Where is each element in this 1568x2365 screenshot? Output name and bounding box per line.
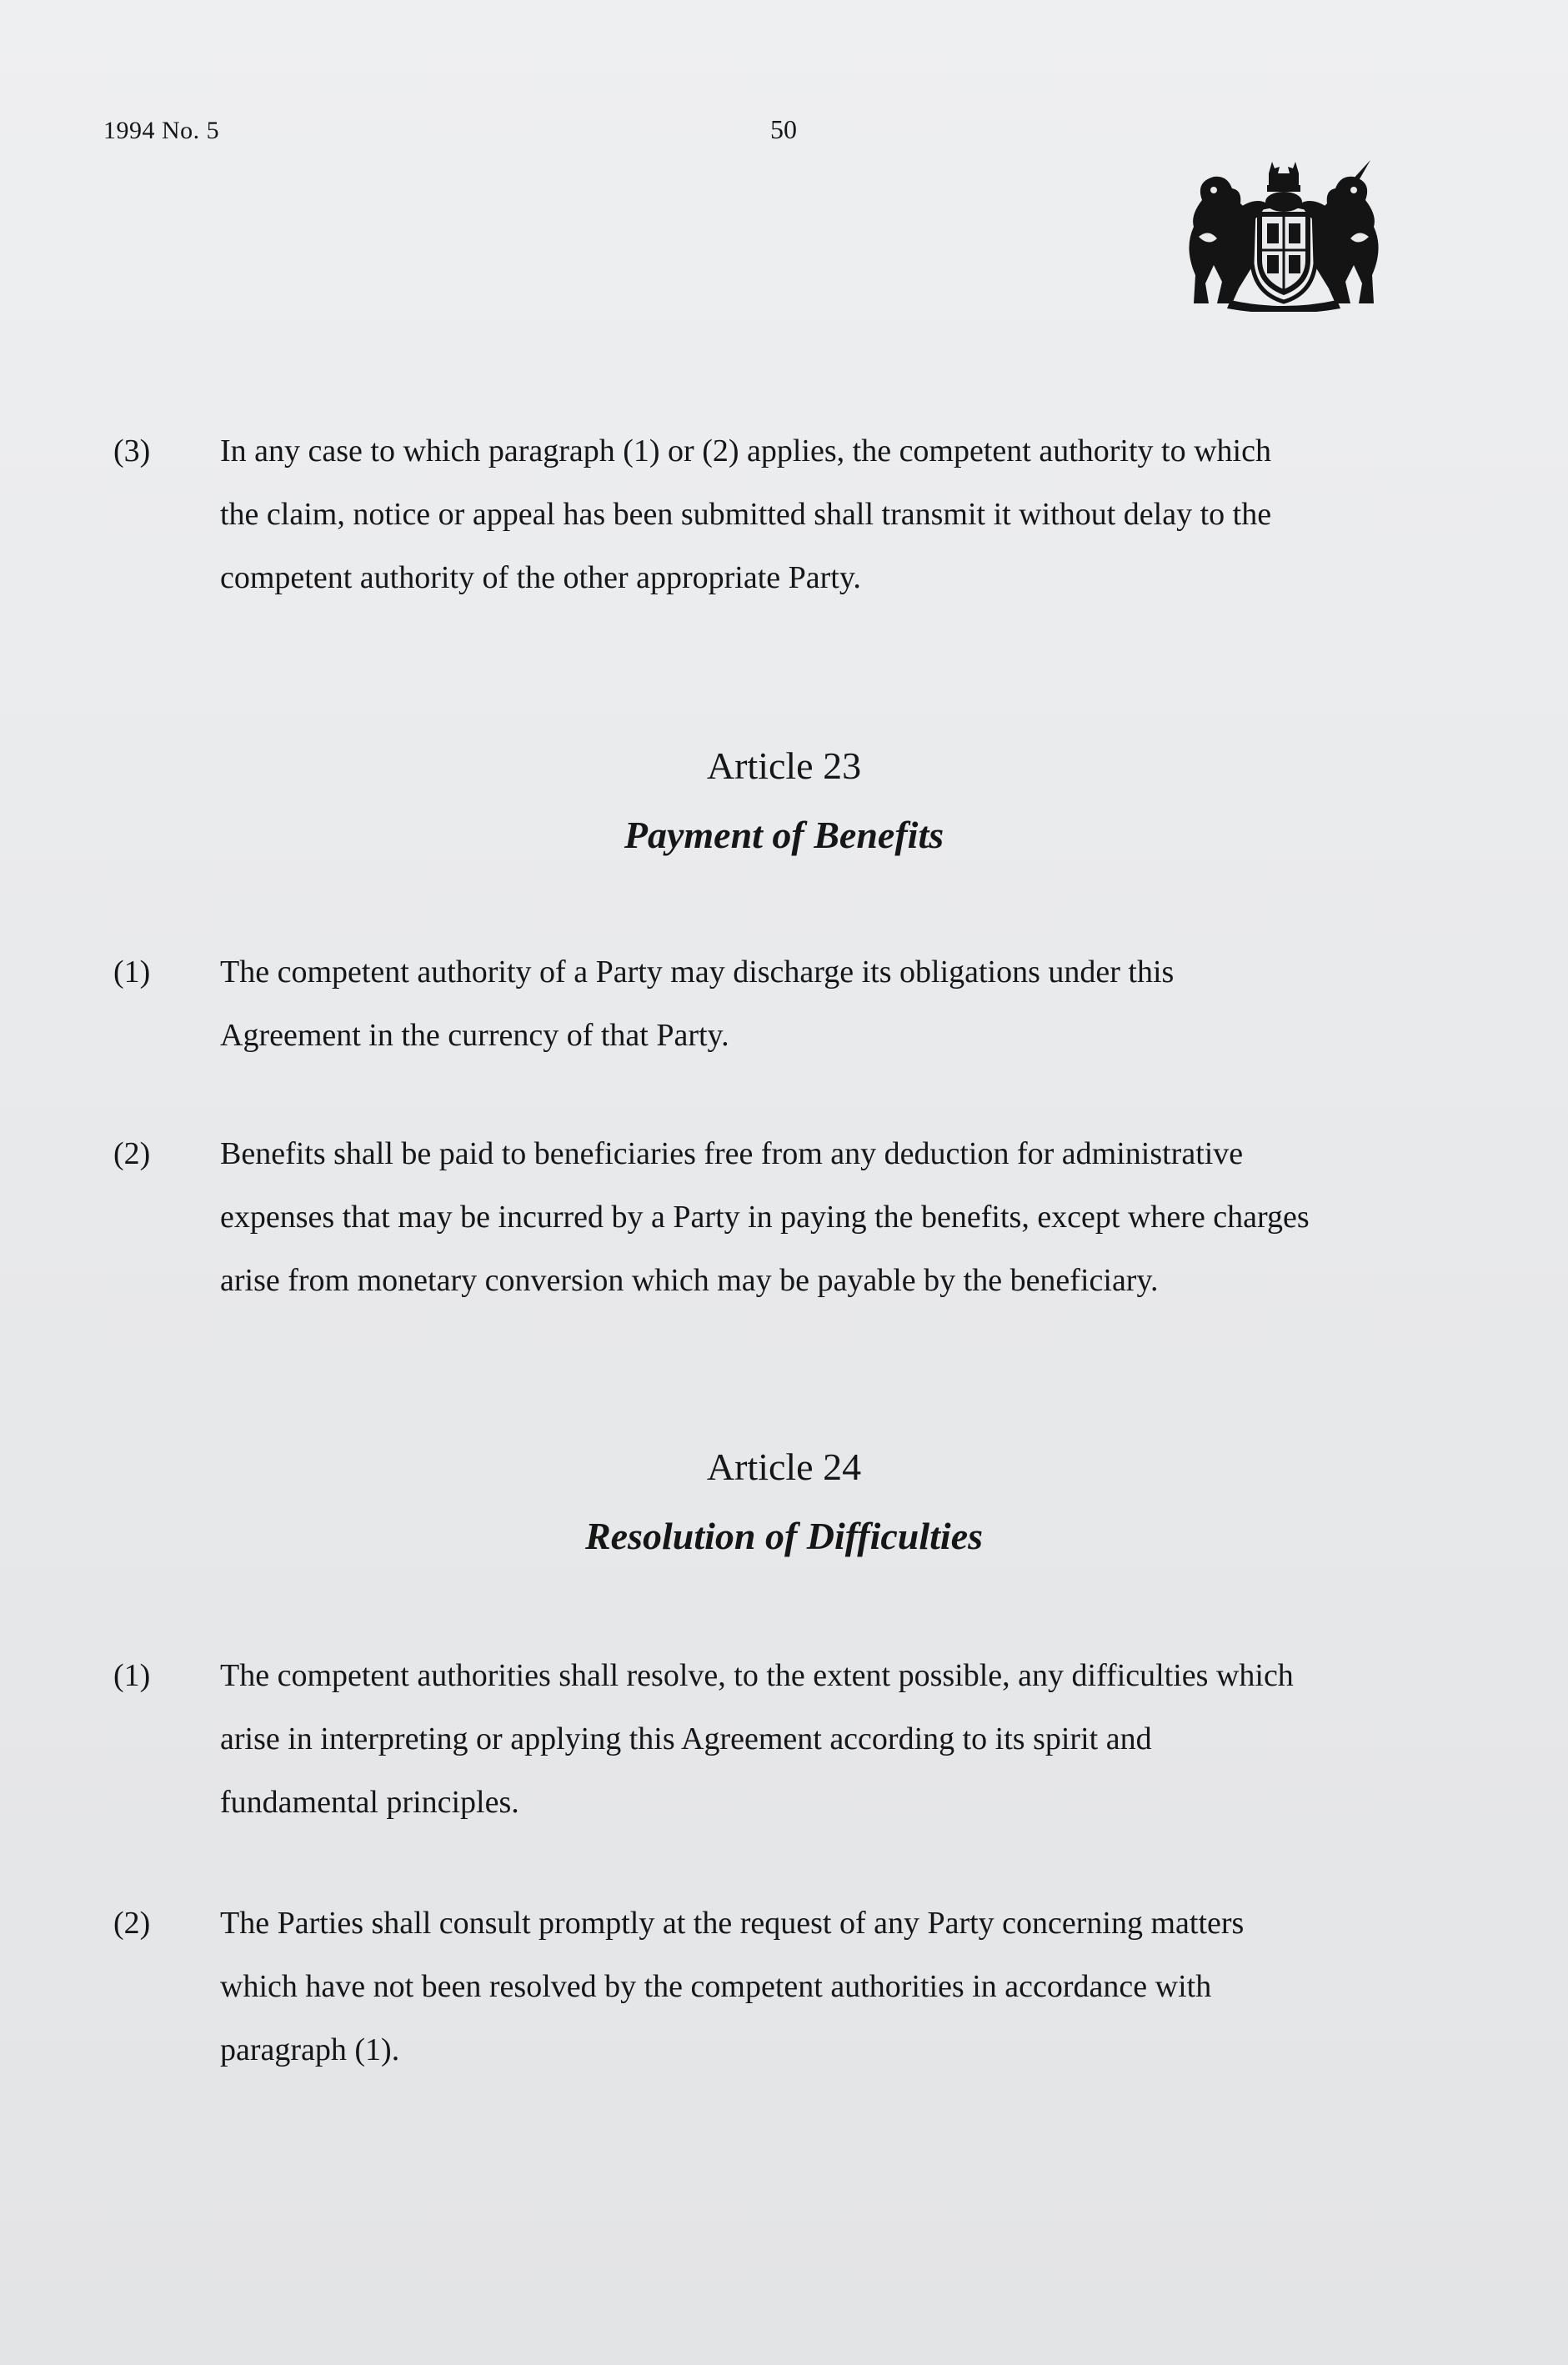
paragraph-line: which have not been resolved by the competent authorities in accordance with [220,1969,1212,2004]
paragraph-line: The competent authority of a Party may discharge its obligations under this [220,955,1175,990]
paragraph-line: expenses that may be incurred by a Party in paying the benefits, except where charges [220,1200,1310,1235]
paragraph-number: (2) [113,1136,151,1171]
paragraph-line: paragraph (1). [220,2032,400,2067]
document-reference: 1994 No. 5 [103,117,220,144]
paragraph-number: (3) [113,433,151,468]
paragraph-3 [113,419,1480,609]
paragraph-text [220,940,1174,1067]
paragraph-line: The competent authorities shall resolve, to the extent possible, any difficulties which [220,1658,1294,1693]
article-23-heading: Article 23 [706,744,862,787]
paragraph-number: (1) [113,1658,151,1693]
article-23-paragraph-2 [113,1122,1497,1312]
article-23-paragraph-1 [113,940,1480,1067]
paragraph-number: (2) [113,1906,151,1941]
article-24-paragraph-1 [113,1644,1497,1834]
article-23-subheading: Payment of Benefits [624,814,944,856]
paragraph-text [220,1644,1294,1834]
royal-coat-of-arms-icon [1180,157,1387,312]
paragraph-line: the claim, notice or appeal has been submitted shall transmit it without delay to the [220,497,1272,532]
paragraph-line: fundamental principles. [220,1785,519,1820]
paragraph-text [220,1122,1310,1312]
article-24-heading: Article 24 [706,1446,862,1488]
paragraph-line: Benefits shall be paid to beneficiaries free from any deduction for administrative [220,1136,1244,1171]
article-24-subheading: Resolution of Difficulties [584,1515,984,1557]
paragraph-text [220,419,1271,609]
page-number: 50 [770,114,797,144]
paragraph-text [220,1891,1244,2082]
paragraph-line: The Parties shall consult promptly at the request of any Party concerning matters [220,1906,1245,1941]
paragraph-line: arise in interpreting or applying this Agreement according to its spirit and [220,1721,1152,1756]
paragraph-line: Agreement in the currency of that Party. [220,1018,729,1053]
paragraph-number: (1) [113,955,151,990]
paragraph-line: arise from monetary conversion which may be payable by the beneficiary. [220,1263,1159,1298]
article-24-paragraph-2 [113,1891,1497,2082]
paragraph-line: In any case to which paragraph (1) or (2) applies, the competent authority to which [220,433,1271,468]
paragraph-line: competent authority of the other appropriate Party. [220,560,861,595]
